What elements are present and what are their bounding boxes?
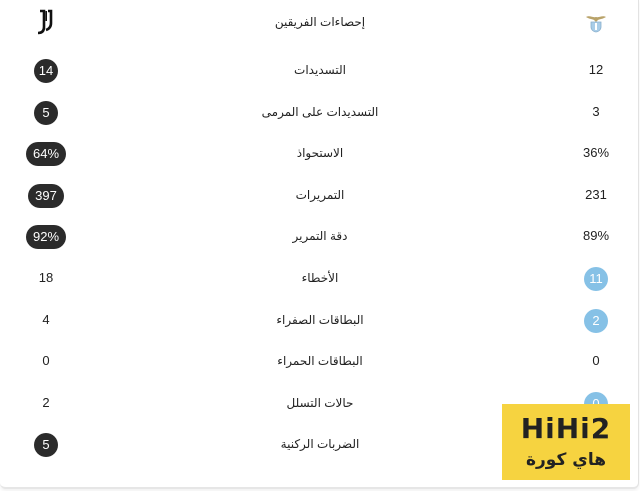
stat-right-value — [568, 222, 624, 250]
watermark-main-text: HiHi2 — [520, 412, 612, 445]
stat-right-text: 12 — [588, 62, 604, 77]
stat-right-value — [568, 56, 624, 84]
stat-left-text: 0 — [42, 353, 50, 368]
stat-right-text: 0 — [592, 353, 600, 368]
stats-header — [0, 0, 640, 42]
stat-right-value — [568, 139, 624, 167]
stat-right-value — [568, 306, 624, 334]
stat-row — [0, 264, 640, 292]
stat-right-text: 89% — [582, 228, 610, 243]
stat-right-text: 36% — [582, 145, 610, 160]
stat-label: التمريرات — [295, 188, 345, 202]
stat-left-text: 2 — [42, 395, 50, 410]
stat-label: الضربات الركنية — [280, 437, 360, 451]
stat-right-value — [568, 181, 624, 209]
stat-right-badge: 2 — [584, 309, 608, 333]
stat-row — [0, 181, 640, 209]
stat-label: البطاقات الحمراء — [277, 354, 363, 368]
stat-label: التسديدات — [294, 63, 346, 77]
stat-left-text: 18 — [38, 270, 54, 285]
hihi2-watermark-logo — [502, 404, 630, 480]
stat-left-badge: 5 — [34, 101, 58, 125]
stat-left-badge: 14 — [34, 59, 58, 83]
stat-left-badge: 64% — [26, 142, 66, 166]
watermark-sub-text: هاي كورة — [525, 450, 607, 470]
stat-row — [0, 56, 640, 84]
stat-row — [0, 306, 640, 334]
stat-label: التسديدات على المرمى — [261, 105, 379, 119]
stat-label: الأخطاء — [301, 271, 339, 285]
stat-label: البطاقات الصفراء — [276, 313, 364, 327]
stat-right-text: 3 — [592, 104, 600, 119]
stat-label: الاستحواذ — [296, 146, 344, 160]
stat-right-value — [568, 264, 624, 292]
stat-right-value — [568, 347, 624, 375]
stat-right-text: 231 — [585, 187, 607, 202]
stat-label: دقة التمرير — [292, 229, 348, 243]
stat-right-badge: 11 — [584, 267, 608, 291]
stat-label: حالات التسلل — [286, 396, 354, 410]
stat-left-badge: 397 — [28, 184, 64, 208]
stat-row — [0, 139, 640, 167]
stat-row — [0, 98, 640, 126]
stat-row — [0, 222, 640, 250]
lazio-eagle-logo-icon — [585, 13, 607, 38]
stat-row — [0, 347, 640, 375]
stat-left-badge: 92% — [26, 225, 66, 249]
stat-left-badge: 5 — [34, 433, 58, 457]
stat-right-value — [568, 98, 624, 126]
stat-left-text: 4 — [42, 312, 50, 327]
stats-title: إحصاءات الفريقين — [274, 15, 366, 29]
